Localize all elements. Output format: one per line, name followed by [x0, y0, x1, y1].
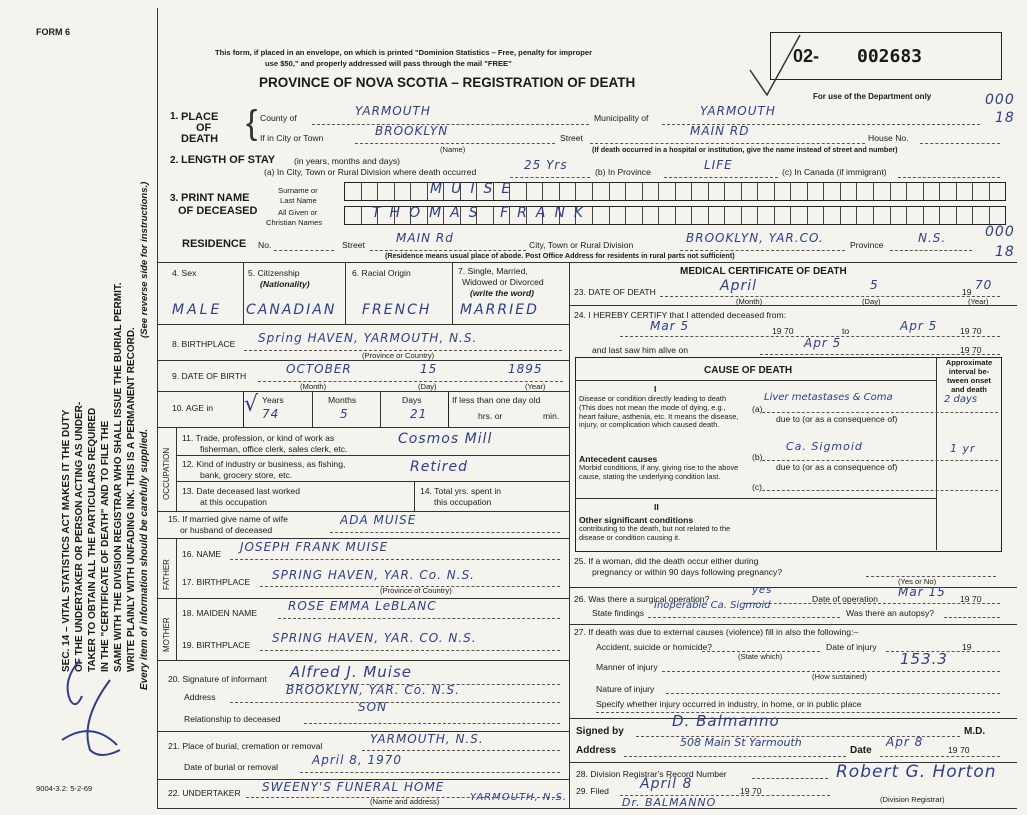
- doctor-address-label: Address: [576, 745, 617, 756]
- residence-no-label: No.: [258, 240, 272, 250]
- age-days-label: Days: [402, 395, 422, 405]
- death-day-sub: (Day): [862, 297, 881, 306]
- last-seen: Apr 5: [804, 336, 842, 350]
- s23-line: [660, 296, 1000, 297]
- md-label: M.D.: [964, 726, 986, 737]
- state-which: (State which): [738, 652, 783, 661]
- filed-date: April 8: [640, 776, 693, 792]
- citizenship-value: CANADIAN: [246, 302, 337, 318]
- print-code: 9004-3.2: 5-2-69: [36, 784, 93, 793]
- s28-line: [752, 778, 828, 779]
- mother-name: ROSE EMMA LeBLANC: [288, 599, 437, 613]
- death-year-sub: (Year): [968, 297, 989, 306]
- s2-label: LENGTH OF STAY: [181, 154, 276, 166]
- informant-signature: Alfred J. Muise: [290, 663, 413, 681]
- op-year: 19 70: [960, 594, 982, 604]
- cod-a-line: [762, 412, 998, 413]
- department-mark-1: 000: [985, 92, 1015, 108]
- attended-to: Apr 5: [900, 319, 938, 333]
- residence-city-label: City, Town or Rural Division: [529, 240, 634, 250]
- marital-sub: (write the word): [470, 288, 534, 298]
- dob-day: 15: [420, 362, 438, 376]
- s29-label: 29. Filed: [576, 786, 609, 796]
- street-value: MAIN RD: [690, 124, 750, 138]
- registrar-signature: Robert G. Horton: [836, 762, 997, 782]
- s25-label: 25. If a woman, did the death occur either during: [574, 556, 759, 566]
- header-bottom-line: [157, 262, 1017, 263]
- s2-a-line: [510, 177, 590, 178]
- age-check: √: [244, 392, 260, 417]
- s5-divider: [345, 262, 346, 324]
- department-use-label: For use of the Department only: [813, 92, 932, 101]
- birthplace-label: 8. BIRTHPLACE: [172, 339, 236, 349]
- specify-label: Specify whether injury occurred in industry, in home, or in public place: [596, 699, 862, 709]
- house-label: House No.: [868, 133, 909, 143]
- cod-a-value: Liver metastases & Coma: [764, 392, 893, 403]
- cod-title: CAUSE OF DEATH: [704, 365, 793, 376]
- county-line: [312, 124, 589, 125]
- mother-vlabel: MOTHER: [162, 617, 171, 652]
- row11-bottom: [176, 455, 569, 456]
- s13-label: 13. Date deceased last worked: [182, 486, 300, 496]
- s12-label: 12. Kind of industry or business, as fishing,: [182, 459, 346, 469]
- s12-value: Retired: [410, 459, 468, 475]
- cod-b-line: [762, 460, 998, 461]
- s1-label2: OF: [196, 122, 212, 134]
- signed-label: Signed by: [576, 726, 624, 737]
- signed-date: Apr 8: [886, 735, 924, 749]
- residence-label: RESIDENCE: [182, 238, 247, 250]
- last-seen-year: 19 70: [960, 345, 982, 355]
- doctor-address: 508 Main St Yarmouth: [680, 736, 802, 749]
- s17-label: 17. BIRTHPLACE: [182, 577, 251, 587]
- notice-line-1: This form, if placed in an envelope, on which is printed "Dominion Statistics – Free, penalty for improper: [215, 48, 593, 57]
- cod-a-interval: 2 days: [944, 394, 978, 405]
- cod-b: (b): [752, 452, 763, 462]
- side-instruction-7: Every item of information should be carefully supplied.: [139, 428, 150, 690]
- birthplace-sub: (Province or Country): [362, 351, 435, 360]
- s21-date-line: [300, 772, 560, 773]
- cod-due-2: due to (or as a consequence of): [776, 462, 898, 472]
- other-title: Other significant conditions: [579, 515, 694, 525]
- row8-bottom: [157, 360, 569, 361]
- age-min: min.: [543, 411, 560, 421]
- s12-label2: bank, grocery store, etc.: [200, 470, 293, 480]
- s15-value: ADA MUISE: [340, 513, 417, 527]
- marital-label2: Widowed or Divorced: [462, 277, 544, 287]
- form-id: FORM 6: [36, 27, 71, 37]
- last-seen-label: and last saw him alive on: [592, 345, 689, 355]
- signed-date-line: [880, 756, 1000, 757]
- op-date: Mar 15: [898, 585, 946, 599]
- age-label: 10. AGE in: [172, 403, 214, 413]
- s11-label: 11. Trade, profession, or kind of work as: [182, 433, 335, 443]
- doctor-note: Dr. BALMANNO: [622, 796, 717, 809]
- attended-from: Mar 5: [650, 319, 690, 333]
- dob-year: 1895: [508, 362, 543, 376]
- occ-vbar: [176, 427, 177, 511]
- residence-note: (Residence means usual place of abode. Post Office Address for residents in rural parts not sufficient): [385, 251, 735, 260]
- row13-bottom: [157, 511, 569, 512]
- side-instruction-2: OF THE UNDERTAKER OR PERSON ACTING AS UNDER-: [74, 401, 85, 672]
- residence-no-line: [274, 250, 334, 251]
- signed-date-year: 19 70: [948, 745, 970, 755]
- s6-divider: [452, 262, 453, 324]
- age-div-2: [380, 391, 381, 427]
- registration-number: 002683: [857, 46, 923, 67]
- s13-divider: [414, 481, 415, 511]
- row10-bottom: [157, 427, 569, 428]
- form-title: PROVINCE OF NOVA SCOTIA – REGISTRATION OF DEATH: [259, 75, 636, 90]
- informant-address-2: SON: [358, 700, 388, 714]
- cod-title-bottom: [575, 380, 936, 381]
- father-name-line: [230, 559, 560, 560]
- cod-part-divider: [575, 498, 936, 499]
- s2-c-label: (c) In Canada (if immigrant): [782, 167, 887, 177]
- s2-b-value: LIFE: [704, 158, 733, 172]
- father-name: JOSEPH FRANK MUISE: [240, 540, 389, 554]
- s25-bottom: [569, 587, 1017, 588]
- manner-label: Manner of injury: [596, 662, 658, 672]
- notice-line-2: use $50," and properly addressed will pass through the mail "FREE": [265, 59, 512, 68]
- s11-label2: fisherman, office clerk, sales clerk, etc.: [200, 444, 348, 454]
- residence-street-value: MAIN Rd: [396, 231, 454, 245]
- given-label: All Given or: [278, 208, 318, 217]
- father-birthplace: SPRING HAVEN, YAR. Co. N.S.: [272, 568, 475, 582]
- cod-interval-divider: [936, 357, 937, 550]
- age-years-label: Years: [262, 395, 284, 405]
- city-line: [355, 143, 555, 144]
- house-line: [920, 143, 1000, 144]
- s11-value: Cosmos Mill: [398, 431, 493, 447]
- surname-label: Surname or: [278, 186, 318, 195]
- s14-label2: this occupation: [434, 497, 492, 507]
- form-center-divider: [569, 262, 570, 808]
- racial-value: FRENCH: [362, 302, 432, 318]
- cod-c-line: [762, 490, 998, 491]
- undertaker-name: SWEENY'S FUNERAL HOME: [262, 780, 445, 794]
- disease-text: Disease or condition directly leading to death (This does not mean the mode of dying, e.g., heart failure, asthenia, etc. It means the disease, injury, or complication which caused death.: [579, 394, 739, 430]
- hospital-note: (If death occurred in a hospital or institution, give the name instead of street and number): [592, 145, 898, 154]
- specify-line: [596, 712, 1000, 713]
- s20-addr-label: Address: [184, 692, 216, 702]
- given-label2: Christian Names: [266, 218, 323, 227]
- med-title: MEDICAL CERTIFICATE OF DEATH: [680, 266, 847, 277]
- county-label: County of: [260, 113, 297, 123]
- s21-label: 21. Place of burial, cremation or removal: [168, 741, 323, 751]
- roman-1: I: [654, 384, 657, 394]
- s26-bottom: [569, 624, 1017, 625]
- residence-province-value: N.S.: [918, 231, 947, 245]
- s26-label: 26. Was there a surgical operation?: [574, 594, 710, 604]
- cod-b-interval: 1 yr: [950, 442, 976, 455]
- s2-a-value: 25 Yrs: [524, 158, 568, 172]
- age-months: 5: [340, 407, 349, 421]
- surname-value: MUISE: [430, 181, 520, 197]
- cod-c: (c): [752, 482, 763, 492]
- side-instruction-6: WRITE PLAINLY WITH UNFADING INK. THIS IS A PERMANENT RECORD.: [126, 327, 137, 672]
- autopsy-label: Was there an autopsy?: [846, 608, 935, 618]
- form-left-border: [157, 8, 158, 808]
- s26-line1: [744, 603, 1000, 604]
- filed-year: 19 70: [740, 786, 762, 796]
- op-date-label: Date of operation: [812, 594, 878, 604]
- dob-day-sub: (Day): [418, 382, 437, 391]
- s25-label2: pregnancy or within 90 days following pregnancy?: [592, 567, 783, 577]
- side-instruction-3: TAKER TO OBTAIN ALL THE PARTICULARS REQUIRED: [87, 407, 98, 672]
- death-month: April: [720, 278, 757, 294]
- s1-label: PLACE: [181, 111, 219, 123]
- mother-name-line: [278, 618, 560, 619]
- death-year-prefix: 19: [962, 287, 972, 297]
- city-label: If in City or Town: [260, 133, 324, 143]
- mother-vbar: [176, 598, 177, 660]
- injury-date-label: Date of injury: [826, 642, 877, 652]
- findings-value: Inoperable Ca. Sigmoid: [654, 600, 771, 611]
- s20-addr-line: [230, 702, 560, 703]
- mother-birthplace: SPRING HAVEN, YAR. CO. N.S.: [272, 631, 477, 645]
- registrar-label: (Division Registrar): [880, 795, 945, 804]
- age-div-1: [312, 391, 313, 427]
- city-name-sub: (Name): [440, 145, 466, 154]
- s20-rel-label: Relationship to deceased: [184, 714, 281, 724]
- marital-value: MARRIED: [460, 302, 539, 318]
- informant-address: BROOKLYN, YAR. Co. N.S.: [286, 683, 460, 697]
- s2-c-line: [898, 177, 1000, 178]
- accident-label: Accident, suicide or homicide?: [596, 642, 713, 652]
- nature-label: Nature of injury: [596, 684, 655, 694]
- residence-province-line: [890, 250, 972, 251]
- s20-rel-line: [304, 723, 560, 724]
- attended-year2: 19 70: [960, 326, 982, 336]
- registration-prefix: 02-: [793, 46, 820, 66]
- father-bp-sub: (Province of Country): [380, 586, 452, 595]
- cod-due-1: due to (or as a consequence of): [776, 414, 898, 424]
- street-label: Street: [560, 133, 583, 143]
- municipality-label: Municipality of: [594, 113, 649, 123]
- other-text: contributing to the death, but not related to the disease or condition causing it.: [579, 524, 731, 542]
- birthplace-value: Spring HAVEN, YARMOUTH, N.S.: [258, 331, 478, 345]
- s15-label: 15. If married give name of wife: [168, 514, 288, 524]
- s2-sub: (in years, months and days): [294, 156, 401, 166]
- burial-place: YARMOUTH, N.S.: [370, 732, 484, 746]
- side-instruction-5: SAME WITH THE DIVISION REGISTRAR WHO SHALL ISSUE THE BURIAL PERMIT.: [113, 282, 124, 672]
- s14-label: 14. Total yrs. spent in: [420, 486, 502, 496]
- cod-a: (a): [752, 404, 763, 414]
- row20-bottom: [157, 731, 569, 732]
- s15-line: [330, 532, 560, 533]
- antecedent-text: Morbid conditions, if any, giving rise to the above cause, stating the underlying condition last.: [579, 463, 739, 481]
- s2-b-line: [664, 177, 778, 178]
- undertaker-address: YARMOUTH, N.S.: [470, 792, 568, 803]
- nature-line: [666, 693, 1000, 694]
- side-instruction-4: IN THE "CERTIFICATE OF DEATH" AND TO FILE THE: [100, 420, 111, 672]
- death-day: 5: [870, 278, 879, 292]
- autopsy-line: [944, 617, 1000, 618]
- doctor-address-line: [624, 756, 846, 757]
- dob-month-sub: (Month): [300, 382, 327, 391]
- s27-bottom: [569, 718, 1017, 719]
- s23-bottom: [569, 305, 1017, 306]
- attended-to-label: to: [842, 326, 850, 336]
- s21-date-label: Date of burial or removal: [184, 762, 279, 772]
- street-line: [590, 143, 865, 144]
- injury-year: 19: [962, 642, 972, 652]
- s3-num: 3.: [170, 193, 179, 204]
- row4-bottom: [157, 324, 569, 325]
- side-instruction-1: SEC. 14 – VITAL STATISTICS ACT MAKES IT THE DUTY: [61, 409, 72, 672]
- yes-no-sub: (Yes or No): [898, 577, 937, 586]
- citizenship-sub: (Nationality): [260, 279, 310, 289]
- antecedent-title: Antecedent causes: [579, 454, 658, 464]
- findings-label: State findings: [592, 608, 645, 618]
- s28-label: 28. Division Registrar's Record Number: [576, 769, 727, 779]
- dob-year-sub: (Year): [525, 382, 546, 391]
- age-hrs: hrs. or: [478, 411, 503, 421]
- dob-label: 9. DATE OF BIRTH: [172, 371, 247, 381]
- s2-num: 2.: [170, 155, 179, 166]
- s22-label: 22. UNDERTAKER: [168, 788, 241, 798]
- s3-label2: OF DECEASED: [178, 205, 258, 217]
- registration-check-mark: [745, 30, 805, 100]
- father-vbar: [176, 538, 177, 598]
- mother-bp-line: [260, 650, 560, 651]
- s18-label: 18. MAIDEN NAME: [182, 608, 257, 618]
- s15-label2: or husband of deceased: [180, 525, 273, 535]
- s16-label: 16. NAME: [182, 549, 222, 559]
- age-days: 21: [410, 407, 428, 421]
- s24-line2: [760, 354, 1000, 355]
- s19-label: 19. BIRTHPLACE: [182, 640, 251, 650]
- father-vlabel: FATHER: [162, 559, 171, 590]
- doctor-signature: D. Balmanno: [672, 712, 780, 730]
- age-years: 74: [262, 407, 280, 421]
- citizenship-label: 5. Citizenship: [248, 268, 300, 278]
- s1-label3: DEATH: [181, 133, 219, 145]
- death-month-sub: (Month): [736, 297, 763, 306]
- row15-bottom: [157, 538, 569, 539]
- roman-2: II: [654, 502, 659, 512]
- how-sustained: (How sustained): [812, 672, 867, 681]
- department-mark-3: 000: [985, 224, 1015, 240]
- s3-label: PRINT NAME: [181, 192, 250, 204]
- death-year: 70: [975, 278, 993, 292]
- age-lt-label: If less than one day old: [452, 395, 541, 405]
- s22-sub: (Name and address): [370, 797, 440, 806]
- age-months-label: Months: [328, 395, 357, 405]
- county-value: YARMOUTH: [355, 104, 431, 118]
- s2-a-label: (a) In City, Town or Rural Division where death occurred: [264, 167, 477, 177]
- surname-label2: Last Name: [280, 196, 317, 205]
- municipality-value: YARMOUTH: [700, 104, 776, 118]
- s21-place-line: [362, 750, 560, 751]
- side-instruction-8: (See reverse side for instructions.): [139, 181, 150, 338]
- occupation-vlabel: OCCUPATION: [162, 447, 171, 500]
- given-value: THOMAS FRANK: [372, 205, 593, 221]
- department-mark-2: 18: [995, 110, 1015, 126]
- residence-province-label: Province: [850, 240, 884, 250]
- racial-label: 6. Racial Origin: [352, 268, 411, 278]
- s20-label: 20. Signature of informant: [168, 674, 267, 684]
- signed-date-label: Date: [850, 745, 872, 756]
- sex-label: 4. Sex: [172, 268, 197, 278]
- s26-line2: [648, 617, 840, 618]
- s13-label2: at this occupation: [200, 497, 267, 507]
- s24-label: 24. I HEREBY CERTIFY that I attended deceased from:: [574, 310, 787, 320]
- sex-value: MALE: [172, 302, 223, 318]
- residence-city-value: BROOKLYN, YAR.CO.: [686, 231, 824, 245]
- dob-month: OCTOBER: [286, 362, 352, 376]
- mother-bottom: [157, 660, 569, 661]
- marital-label: 7. Single, Married,: [458, 266, 528, 276]
- s1-num: 1.: [170, 111, 179, 122]
- residence-street-label: Street: [342, 240, 365, 250]
- margin-handwriting-mark: [40, 640, 140, 770]
- burial-date: April 8, 1970: [312, 753, 403, 767]
- s1-brace: {: [246, 104, 258, 142]
- interval-label: Approximate interval be- tween onset and death: [945, 358, 993, 394]
- form-bottom-border: [157, 808, 1017, 809]
- s2-b-label: (b) In Province: [595, 167, 651, 177]
- s4-divider: [243, 262, 244, 324]
- cod-b-value: Ca. Sigmoid: [786, 440, 863, 453]
- city-value: BROOKLYN: [375, 124, 449, 138]
- attended-year1: 19 70: [772, 326, 794, 336]
- manner-value: 153.3: [900, 650, 948, 668]
- s26-value: yes: [752, 585, 773, 596]
- s27-label: 27. If death was due to external causes (violence) fill in also the following:–: [574, 627, 859, 637]
- department-mark-4: 18: [995, 244, 1015, 260]
- s23-label: 23. DATE OF DEATH: [574, 287, 656, 297]
- row12-bottom: [176, 481, 569, 482]
